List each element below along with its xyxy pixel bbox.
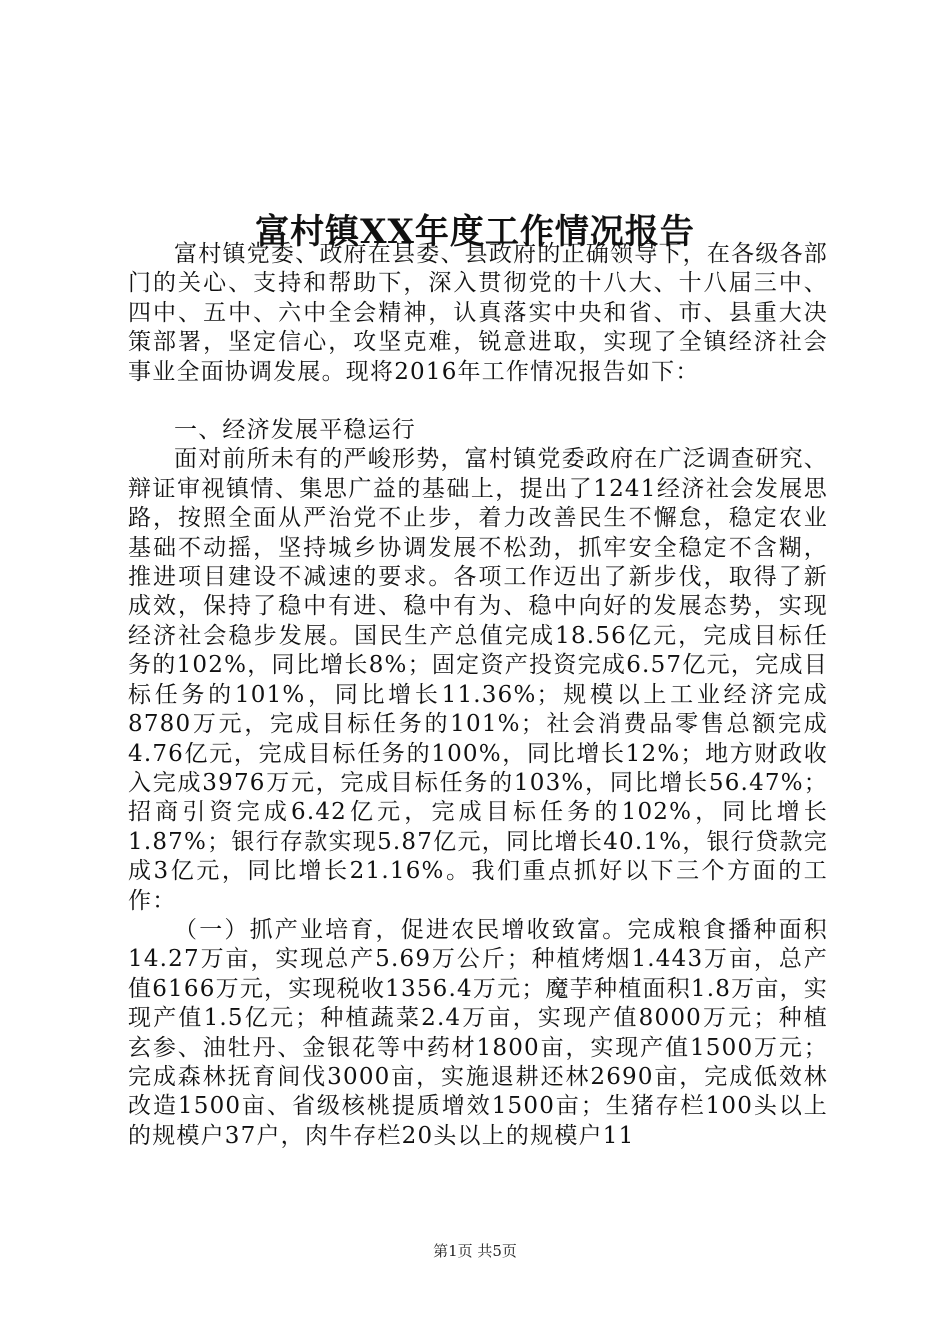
section-heading: 一、经济发展平稳运行 (174, 417, 416, 444)
page-footer: 第1页 共5页 (433, 1242, 517, 1260)
subsection-paragraph: （一）抓产业培育，促进农民增收致富。完成粮食播种面积14.27万亩，实现总产5.69万公斤；种植烤烟1.443万亩，总产值6166万元，实现税收1356.4万元；魔芋种植面积1.8万亩，实现产值1.5亿元；种植蔬菜2.4万亩，实现产值8000万元；种植玄参、油牡丹、金银花等中药材1800亩，实现产值1500万元；完成森林抚育间伐3000亩，实施退耕还林2690亩，完成低效林改造1500亩、省级核桃提质增效1500亩；生猪存栏100头以上的规模户37户，肉牛存栏20头以上的规模户11 (128, 916, 828, 1149)
document-title: 富村镇XX年度工作情况报告 (255, 211, 695, 252)
intro-paragraph: 富村镇党委、政府在县委、县政府的正确领导下，在各级各部门的关心、支持和帮助下，深入贯彻党的十八大、十八届三中、四中、五中、六中全会精神，认真落实中央和省、市、县重大决策部署，坚定信心，攻坚克难，锐意进取，实现了全镇经济社会事业全面协调发展。现将2016年工作情况报告如下： (128, 241, 828, 385)
body-paragraph: 面对前所未有的严峻形势，富村镇党委政府在广泛调查研究、辩证审视镇情、集思广益的基础上，提出了1241经济社会发展思路，按照全面从严治党不止步，着力改善民生不懈怠，稳定农业基础不动摇，坚持城乡协调发展不松劲，抓牢安全稳定不含糊，推进项目建设不减速的要求。各项工作迈出了新步伐，取得了新成效，保持了稳中有进、稳中有为、稳中向好的发展态势，实现经济社会稳步发展。国民生产总值完成18.56亿元，完成目标任务的102%，同比增长8%；固定资产投资完成6.57亿元，完成目标任务的101%，同比增长11.36%；规模以上工业经济完成8780万元，完成目标任务的101%；社会消费品零售总额完成4.76亿元，完成目标任务的100%，同比增长12%；地方财政收入完成3976万元，完成目标任务的103%，同比增长56.47%；招商引资完成6.42亿元，完成目标任务的102%，同比增长1.87%；银行存款实现5.87亿元，同比增长40.1%，银行贷款完成3亿元，同比增长21.16%。我们重点抓好以下三个方面的工作： (128, 446, 828, 914)
document-body (128, 240, 828, 1151)
